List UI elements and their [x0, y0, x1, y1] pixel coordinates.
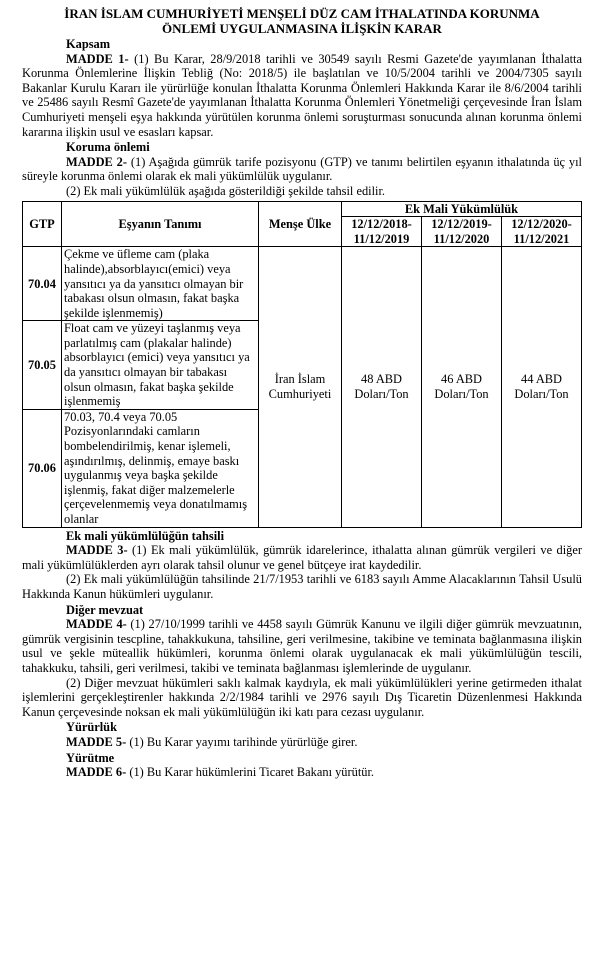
gtp-code: 70.05 — [23, 321, 62, 410]
table-header-row — [23, 201, 582, 217]
article-2-p1 — [22, 155, 582, 184]
article-3-text: (1) Ek mali yükümlülük, gümrük idarelerince, ithalatta alınan gümrük vergileri ve diğer mali yükümlülüklerden ayrı olarak tahsil olunur ve genel bütçeye irat kaydedilir. — [22, 543, 582, 572]
article-2-text: (1) Aşağıda gümrük tarife pozisyonu (GTP) ve tanımı belirtilen eşyanın ithalatında üç yıl süreyle korunma önlemi olarak ek mali yükümlülük uygulanır. — [22, 154, 582, 184]
duty-value: 48 ABD Doları/Ton — [342, 247, 422, 527]
article-5 — [22, 735, 582, 750]
origin-country: İran İslam Cumhuriyeti — [259, 247, 342, 527]
title-line-2: ÖNLEMİ UYGULANMASINA İLİŞKİN KARAR — [162, 21, 442, 36]
article-6-text: (1) Bu Karar hükümlerini Ticaret Bakanı yürütür. — [126, 765, 374, 780]
article-1 — [22, 52, 582, 140]
article-3-p1 — [22, 543, 582, 572]
article-2-label: MADDE 2- — [66, 154, 127, 169]
article-5-label: MADDE 5- — [66, 734, 127, 749]
article-1-label: MADDE 1- — [66, 51, 129, 66]
goods-description: 70.03, 70.4 veya 70.05 Pozisyonlarındaki camların bombelendirilmiş, kenar işlemeli, aşındırılmış, delinmiş, emaye baskı uygulanmış veya başka şekilde işlenmiş, fakat diğer malzemelerle çerçevelenmemiş veya donatılmamış olanlar — [62, 409, 259, 527]
heading-yururluk: Yürürlük — [66, 720, 117, 735]
article-4-label: MADDE 4- — [66, 617, 127, 632]
header-gtp: GTP — [23, 201, 62, 247]
duty-value: 46 ABD Doları/Ton — [422, 247, 502, 527]
goods-description: Float cam ve yüzeyi taşlanmış veya parlatılmış cam (plakalar halinde) absorblayıcı (emici) veya yansıtıcı ya da yansıtıcı olmayan bir tabakası olsun olmasın, fakat başka şekilde işlenmemiş — [62, 321, 259, 410]
article-4-p1 — [22, 617, 582, 675]
heading-diger: Diğer mevzuat — [66, 602, 144, 617]
heading-kapsam: Kapsam — [66, 37, 111, 51]
tariff-table — [22, 201, 582, 528]
header-period: 12/12/2019-11/12/2020 — [422, 217, 502, 247]
duty-value: 44 ABD Doları/Ton — [502, 247, 582, 527]
article-4-text: (1) 27/10/1999 tarihli ve 4458 sayılı Gümrük Kanunu ve ilgili diğer gümrük mevzuatının, gümrük vergisinin tescpline, tahakkukuna, tahsiline, geri verilmesine, takibine ve teminata bağlanmasına ilişkin usul ve şekle müteallik hükümleri, korunma önlemi olarak uygulanacak ek mali yükümlülüğün tescili, tahakkuku, tahsili, geri verilmesi, takibi ve teminata bağlanması işlemlerinde de uygulanır. — [22, 617, 582, 675]
title-line-1: İRAN İSLAM CUMHURİYETİ MENŞELİ DÜZ CAM İTHALATINDA KORUNMA — [64, 6, 540, 21]
heading-tahsil: Ek mali yükümlülüğün tahsili — [66, 528, 225, 543]
article-3-p2: (2) Ek mali yükümlülüğün tahsilinde 21/7/1953 tarihli ve 6183 sayılı Amme Alacaklarının Tahsil Usulü Hakkında Kanun hükümleri uygulanır. — [22, 572, 582, 601]
heading-koruma: Koruma önlemi — [66, 140, 150, 155]
article-3-label: MADDE 3- — [66, 543, 128, 558]
header-ek-mali: Ek Mali Yükümlülük — [342, 201, 582, 217]
header-period: 12/12/2020-11/12/2021 — [502, 217, 582, 247]
goods-description: Çekme ve üfleme cam (plaka halinde),absorblayıcı(emici) veya yansıtıcı ya da yansıtıcı olmayan bir tabakası olsun olmasın, fakat başka şekilde işlenmemiş) — [62, 247, 259, 321]
header-description: Eşyanın Tanımı — [62, 201, 259, 247]
header-period: 12/12/2018-11/12/2019 — [342, 217, 422, 247]
header-origin: Menşe Ülke — [259, 201, 342, 247]
gtp-code: 70.04 — [23, 247, 62, 321]
article-6-label: MADDE 6- — [66, 765, 127, 780]
article-5-text: (1) Bu Karar yayımı tarihinde yürürlüğe girer. — [126, 734, 358, 749]
article-4-p2: (2) Diğer mevzuat hükümleri saklı kalmak kaydıyla, ek mali yükümlülükleri yerine getirmeden ithalat işlemlerini gerçekleştirenler hakkında 2/2/1984 tarihli ve 2976 sayılı Dış Ticaretin Düzenlenmesi Hakkında Kanun çerçevesinde noksan ek mali yükümlülüğün iki katı para cezası uygulanır. — [22, 675, 582, 719]
article-2-p2: (2) Ek mali yükümlülük aşağıda gösterildiği şekilde tahsil edilir. — [66, 183, 386, 198]
article-1-text: (1) Bu Karar, 28/9/2018 tarihli ve 30549 sayılı Resmi Gazete'de yayımlanan İthalatta Korunma Önlemlerine İlişkin Tebliğ (No: 2018/5) ile başlatılan ve 10/5/2004 tarihli ve 2004/7305 sayılı Bakanlar Kurulu Kararı ile yürürlüğe konulan İthalatta Korunma Önlemleri Hakkında Karar ile 8/6/2004 tarihli ve 25486 sayılı Resmî Gazete'de yayımlanan İthalatta Korunma Önlemleri Yönetmeliği çerçevesinde İran İslam Cumhuriyeti menşeli eşya hakkında yürütülen korunma önlemi soruşturması sonucunda alınan korunma önlemi kararına ilişkin usul ve esasları kapsar. — [22, 51, 582, 139]
article-6 — [22, 765, 582, 780]
gtp-code: 70.06 — [23, 409, 62, 527]
heading-yurutme: Yürütme — [66, 750, 115, 765]
table-row — [23, 247, 582, 321]
